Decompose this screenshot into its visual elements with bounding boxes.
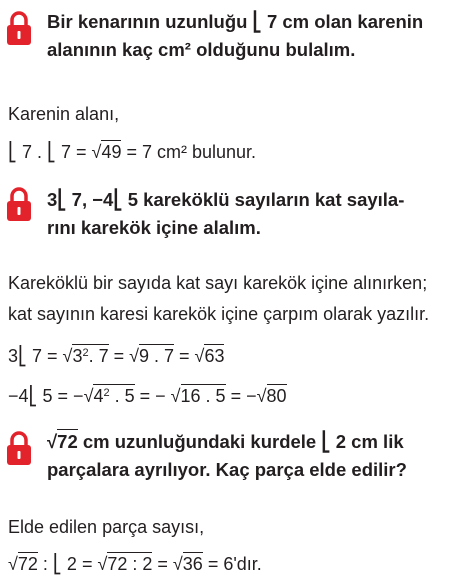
root-sign: √ xyxy=(170,386,181,406)
eq1-mid1: = xyxy=(108,346,130,366)
radicand: 36 xyxy=(182,554,203,574)
radicand: 80 xyxy=(266,386,287,406)
answer-1-expr: ⎣ 7 . ⎣ 7 = xyxy=(8,142,92,162)
eq2-mid2: = − xyxy=(225,386,257,406)
answer-1-equation xyxy=(8,141,256,163)
question-3-line2: parçalara ayrılıyor. Kaç parça elde edilir? xyxy=(47,459,407,480)
radicand: 72 : 2 xyxy=(107,554,153,574)
root-sign: √ xyxy=(91,142,102,162)
root-sign: √ xyxy=(47,431,58,452)
eq1-lhs: 3⎣ 7 = xyxy=(8,346,63,366)
radicand: 49 xyxy=(101,142,122,162)
eq3-mid2: = xyxy=(152,554,173,574)
question-2-line1: 3⎣ 7, −4⎣ 5 kareköklü sayıların kat sayıla- xyxy=(47,189,405,210)
question-2-line2: rını karekök içine alalım. xyxy=(47,217,261,238)
root-sign: √ xyxy=(83,386,94,406)
radicand: 9 . 7 xyxy=(139,346,175,366)
lock-icon xyxy=(5,186,33,222)
question-3-line1 xyxy=(47,428,457,456)
radicand: 72 xyxy=(17,554,38,574)
radicand: $4^2$ . 5 xyxy=(93,386,135,406)
radicand: 16 . 5 xyxy=(180,386,226,406)
lock-icon xyxy=(5,10,33,46)
eq3-rest: = 6'dır. xyxy=(202,554,262,574)
radicand: 72 xyxy=(57,431,78,452)
answer-1-rest: = 7 cm² bulunur. xyxy=(121,142,257,162)
root-sign: √ xyxy=(194,346,205,366)
root-sign: √ xyxy=(172,554,183,574)
answer-2-line1: Kareköklü bir sayıda kat sayı karekök içine alınırken; xyxy=(8,273,428,293)
answer-1-intro: Karenin alanı, xyxy=(8,104,120,124)
eq2-mid1: = − xyxy=(134,386,171,406)
root-sign: √ xyxy=(8,554,18,574)
radicand: 63 xyxy=(204,346,225,366)
answer-2-equation-1 xyxy=(8,345,224,367)
answer-3-equation xyxy=(8,553,262,575)
question-1-line2: alanının kaç cm² olduğunu bulalım. xyxy=(47,39,356,60)
root-sign: √ xyxy=(129,346,139,366)
eq1-mid2: = xyxy=(174,346,195,366)
question-2 xyxy=(47,186,457,242)
eq3-mid1: : ⎣ 2 = xyxy=(37,554,98,574)
question-3-line1-text: cm uzunluğundaki kurdele ⎣ 2 cm lik xyxy=(77,431,404,452)
root-sign: √ xyxy=(256,386,267,406)
answer-2-equation-2 xyxy=(8,385,287,407)
question-3 xyxy=(47,428,457,484)
answer-2-line2: kat sayının karesi karekök içine çarpım olarak yazılır. xyxy=(8,304,430,324)
eq2-lhs: −4⎣ 5 = − xyxy=(8,386,84,406)
radicand: $3^2$. 7 xyxy=(72,346,109,366)
root-sign: √ xyxy=(97,554,108,574)
question-1 xyxy=(47,8,457,64)
answer-3-intro: Elde edilen parça sayısı, xyxy=(8,517,205,537)
question-1-line1: Bir kenarının uzunluğu ⎣ 7 cm olan karenin xyxy=(47,11,424,32)
root-sign: √ xyxy=(62,346,73,366)
lock-icon xyxy=(5,430,33,466)
